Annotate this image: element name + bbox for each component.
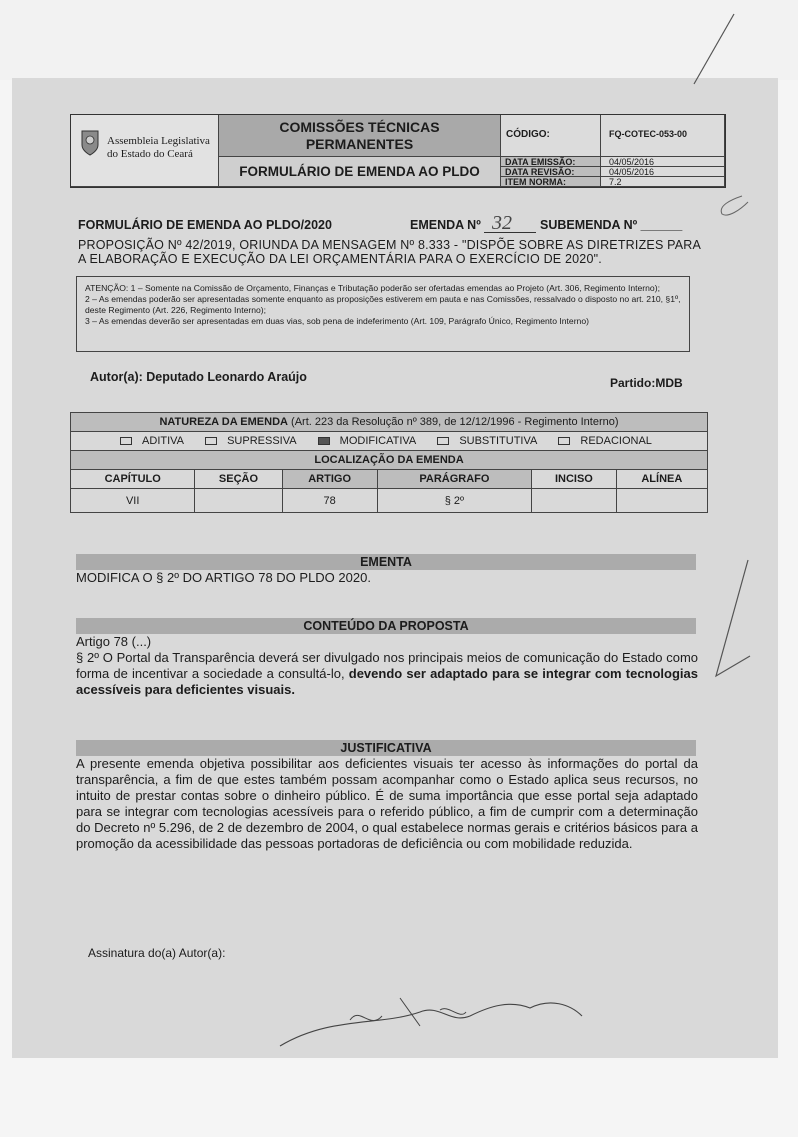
natureza-title: NATUREZA DA EMENDA bbox=[159, 416, 288, 428]
conteudo-paragraph bbox=[76, 650, 698, 698]
natureza-title-cell bbox=[71, 413, 708, 432]
natureza-options bbox=[71, 432, 708, 451]
atencao-line: 2 – As emendas poderão ser apresentadas somente enquanto as proposições estiverem em pauta e nas Comissões, ressalvado o disposto no art. 210, §1º, deste Regimento (Art. 226, Regimento Interno); bbox=[85, 294, 681, 315]
conteudo-block bbox=[76, 634, 698, 698]
emenda-label: EMENDA Nº bbox=[410, 218, 481, 232]
checkbox-icon bbox=[558, 437, 570, 445]
option-redacional[interactable]: REDACIONAL bbox=[558, 435, 658, 447]
conteudo-text: § 2º O Portal da Transparência deverá ser divulgado nos principais meios de comunicação do Estado como forma de incentivar a sociedade a consultá-lo, bbox=[76, 650, 698, 681]
ementa-title: EMENTA bbox=[76, 554, 696, 570]
atencao-box bbox=[76, 276, 690, 352]
cell-paragrafo: § 2º bbox=[377, 489, 531, 513]
proposicao-text: PROPOSIÇÃO Nº 42/2019, ORIUNDA DA MENSAGEM Nº 8.333 - "DISPÕE SOBRE AS DIRETRIZES PARA A ELABORAÇÃO E EXECUÇÃO DA LEI ORÇAMENTÁRIA PARA O EXERCÍCIO DE 2020". bbox=[78, 238, 701, 266]
column-header: INCISO bbox=[532, 470, 617, 489]
subemenda-label: SUBEMENDA Nº ______ bbox=[540, 218, 683, 232]
ementa-text: MODIFICA O § 2º DO ARTIGO 78 DO PLDO 2020. bbox=[76, 570, 371, 585]
logo-cell bbox=[71, 115, 219, 187]
option-modificativa[interactable]: MODIFICATIVA bbox=[318, 435, 423, 447]
document-header-table bbox=[70, 114, 726, 188]
column-header: SEÇÃO bbox=[195, 470, 282, 489]
conteudo-title: CONTEÚDO DA PROPOSTA bbox=[76, 618, 696, 634]
org-name-line2: do Estado do Ceará bbox=[107, 148, 193, 160]
conteudo-line1: Artigo 78 (...) bbox=[76, 634, 152, 649]
code-value: FQ-COTEC-053-00 bbox=[601, 115, 725, 157]
form-heading: FORMULÁRIO DE EMENDA AO PLDO/2020 bbox=[78, 218, 332, 232]
emenda-number: 32 bbox=[492, 212, 512, 234]
cell-artigo: 78 bbox=[282, 489, 377, 513]
meta-label: DATA EMISSÃO: bbox=[501, 157, 601, 167]
column-header: PARÁGRAFO bbox=[377, 470, 531, 489]
justificativa-text: A presente emenda objetiva possibilitar aos deficientes visuais ter acesso às informações do portal da transparência, a fim de que estes também possam acompanhar como o Estado aplica seus recursos, no intuito de prestar contas sobre o dinheiro público. É de suma importância que esse portal seja adaptado para se integrar com tecnologias acessíveis para o referido público, a fim de cumprir com a determinação do Decreto nº 5.296, de 2 de dezembro de 2004, o qual estabelece normas gerais e critérios básicos para a promoção da acessibilidade das pessoas portadoras de deficiência ou com mobilidade reduzida. bbox=[76, 756, 698, 851]
cell-alinea bbox=[616, 489, 707, 513]
option-supressiva[interactable]: SUPRESSIVA bbox=[205, 435, 303, 447]
natureza-ref: (Art. 223 da Resolução nº 389, de 12/12/1996 - Regimento Interno) bbox=[291, 416, 619, 428]
option-aditiva[interactable]: ADITIVA bbox=[120, 435, 190, 447]
emenda-number-underline bbox=[484, 232, 536, 233]
cell-capitulo: VII bbox=[71, 489, 195, 513]
meta-value: 04/05/2016 bbox=[601, 157, 725, 167]
meta-label: DATA REVISÃO: bbox=[501, 167, 601, 177]
checkbox-icon bbox=[120, 437, 132, 445]
option-substitutiva[interactable]: SUBSTITUTIVA bbox=[437, 435, 543, 447]
signature-label: Assinatura do(a) Autor(a): bbox=[88, 946, 226, 960]
column-header: ALÍNEA bbox=[616, 470, 707, 489]
meta-value: 7.2 bbox=[601, 177, 725, 187]
checkbox-icon bbox=[437, 437, 449, 445]
column-header: CAPÍTULO bbox=[71, 470, 195, 489]
committee-title-line1: COMISSÕES TÉCNICAS bbox=[279, 119, 440, 135]
committee-title-line2: PERMANENTES bbox=[305, 136, 414, 152]
form-title: FORMULÁRIO DE EMENDA AO PLDO bbox=[219, 157, 501, 187]
natureza-table bbox=[70, 412, 708, 513]
author: Autor(a): Deputado Leonardo Araújo bbox=[90, 370, 307, 384]
meta-label: ITEM NORMA: bbox=[501, 177, 601, 187]
signature-image bbox=[270, 976, 590, 1056]
committee-title bbox=[219, 115, 501, 157]
localizacao-title: LOCALIZAÇÃO DA EMENDA bbox=[71, 451, 708, 470]
org-name-line1: Assembleia Legislativa bbox=[107, 135, 210, 147]
conteudo-text-bold: devendo ser adaptado para se integrar com tecnologias acessíveis para deficientes visuais. bbox=[76, 666, 698, 697]
party: Partido:MDB bbox=[610, 376, 683, 390]
checked-checkbox-icon bbox=[318, 437, 330, 445]
atencao-line: 3 – As emendas deverão ser apresentadas em duas vias, sob pena de indeferimento (Art. 109, Parágrafo Único, Regimento Interno) bbox=[85, 316, 589, 326]
atencao-line: ATENÇÃO: 1 – Somente na Comissão de Orçamento, Finanças e Tributação poderão ser ofertadas emendas ao Projeto (Art. 306, Regimento Interno); bbox=[85, 283, 660, 293]
coat-of-arms-icon bbox=[79, 127, 101, 157]
code-label: CÓDIGO: bbox=[501, 115, 601, 157]
checkbox-icon bbox=[205, 437, 217, 445]
justificativa-title: JUSTIFICATIVA bbox=[76, 740, 696, 756]
cell-secao bbox=[195, 489, 282, 513]
cell-inciso bbox=[532, 489, 617, 513]
meta-value: 04/05/2016 bbox=[601, 167, 725, 177]
column-header: ARTIGO bbox=[282, 470, 377, 489]
